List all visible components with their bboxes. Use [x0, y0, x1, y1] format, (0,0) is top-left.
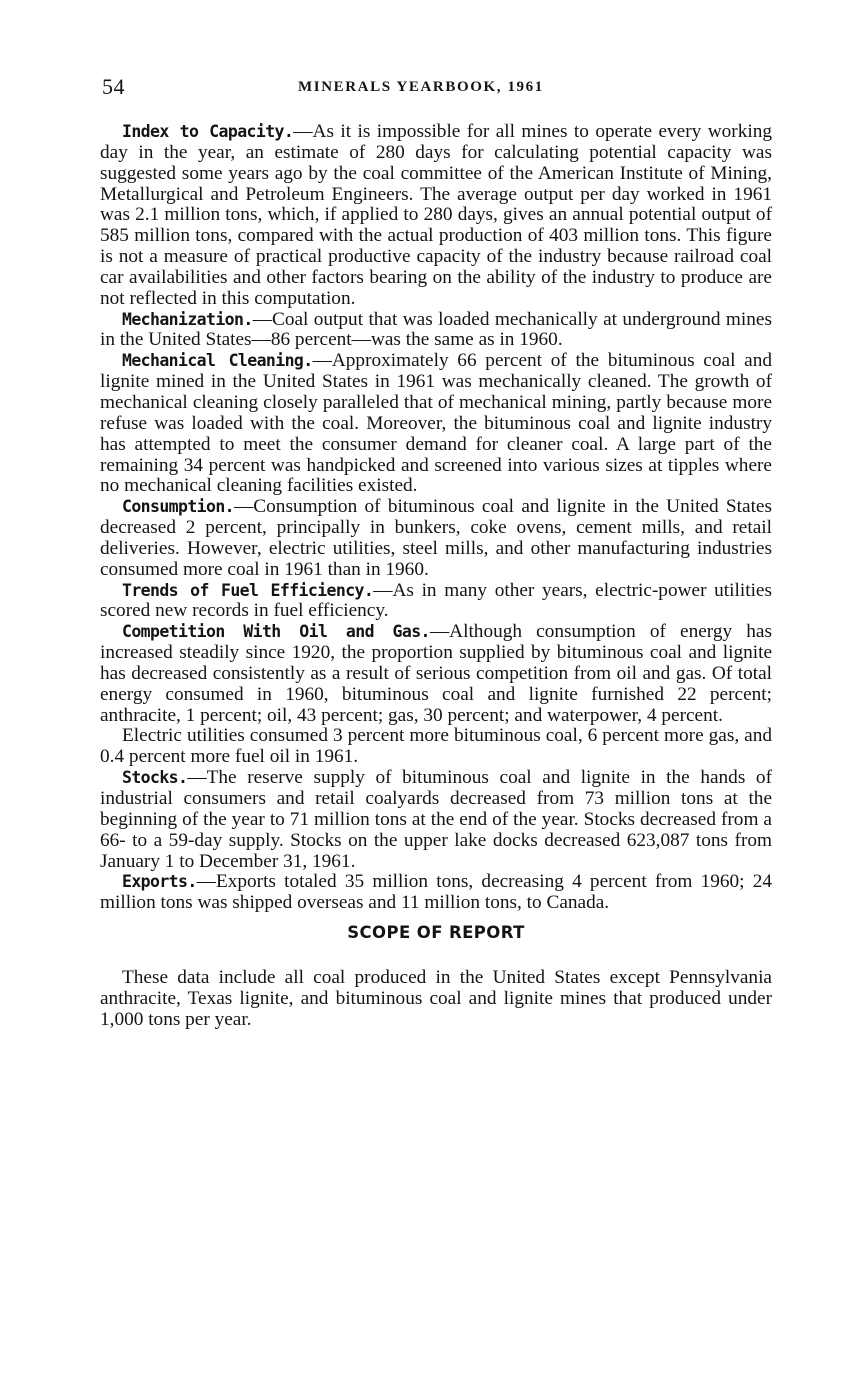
section-heading-scope: SCOPE OF REPORT — [347, 923, 525, 943]
paragraph-exports — [100, 872, 772, 914]
paragraph-electric-utilities — [100, 726, 772, 768]
paragraph-text: —Exports totaled 35 million tons, decreasing 4 percent from 1960; 24 million tons was shipped overseas and 11 million tons, to Canada. — [100, 871, 772, 914]
paragraph-heading: Competition With Oil and Gas. — [122, 622, 430, 642]
paragraph-mechanical-cleaning — [100, 351, 772, 497]
paragraph-text: —Consumption of bituminous coal and lignite in the United States decreased 2 percent, principally in bunkers, coke ovens, cement mills, and retail deliveries. However, electric utilities, steel mills, and other manufacturing industries consumed more coal in 1961 than in 1960. — [100, 496, 772, 580]
paragraph-mechanization — [100, 310, 772, 352]
paragraph-heading: Exports. — [122, 872, 197, 892]
running-header — [100, 74, 772, 108]
paragraph-heading: Index to Capacity. — [122, 122, 294, 141]
body-text — [100, 122, 772, 1030]
paragraph-stocks — [100, 768, 772, 872]
paragraph-heading: Mechanical Cleaning. — [122, 351, 313, 371]
paragraph-fuel-efficiency — [100, 581, 772, 623]
paragraph-text: —Approximately 66 percent of the bituminous coal and lignite mined in the United States in 1961 was mechanically cleaned. The growth of mechanical cleaning closely paralleled that of mechanical mining, partly because more refuse was loaded with the coal. Moreover, the bituminous coal and lignite industry has attempted to meet the consumer demand for cleaner coal. A large part of the remaining 34 percent was handpicked and screened into various sizes at tipples where no mechanical cleaning facilities existed. — [100, 350, 772, 497]
paragraph-consumption — [100, 497, 772, 580]
paragraph-heading: Consumption. — [122, 497, 235, 517]
paragraph-text: —As in many other years, electric-power utilities scored new records in fuel efficiency. — [100, 579, 772, 622]
paragraph-text: —Although consumption of energy has increased steadily since 1920, the proportion supplied by bituminous coal and lignite has decreased consistently as a result of serious competition from oil and gas. Of total energy consumed in 1960, bituminous coal and lignite furnished 22 percent; anthracite, 1 percent; oil, 43 percent; gas, 30 percent; and waterpower, 4 percent. — [100, 621, 772, 726]
paragraph-text: —As it is impossible for all mines to operate every working day in the year, an estimate of 280 days for calculating potential capacity was suggested some years ago by the coal committee of the American Institute of Mining, Metallurgical and Petroleum Engineers. The average output per day worked in 1961 was 2.1 million tons, which, if applied to 280 days, gives an annual potential output of 585 million tons, compared with the actual production of 403 million tons. This figure is not a measure of practical productive capacity of the industry because railroad coal car availabilities and other factors bearing on the ability of the industry to produce are not reflected in this computation. — [100, 121, 772, 309]
page-number: 54 — [102, 74, 125, 99]
paragraph-heading: Stocks. — [122, 768, 188, 788]
paragraph-scope: These data include all coal produced in the United States except Pennsylvania anthracite, Texas lignite, and bituminous coal and lignite mines that produced under 1,000 tons per year. — [100, 967, 772, 1031]
paragraph-text: Electric utilities consumed 3 percent more bituminous coal, 6 percent more gas, and 0.4 percent more fuel oil in 1961. — [100, 725, 772, 768]
paragraph-heading: Trends of Fuel Efficiency. — [122, 580, 374, 600]
document-page — [100, 74, 772, 1030]
paragraph-competition — [100, 622, 772, 726]
running-title: MINERALS YEARBOOK, 1961 — [298, 79, 544, 95]
paragraph-text: —The reserve supply of bituminous coal and lignite in the hands of industrial consumers and retail coalyards decreased from 73 million tons at the beginning of the year to 71 million tons at the end of the year. Stocks decreased from a 66- to a 59-day supply. Stocks on the upper lake docks decreased 623,087 tons from January 1 to December 31, 1961. — [100, 767, 772, 872]
paragraph-index-to-capacity — [100, 122, 772, 310]
paragraph-heading: Mechanization. — [122, 309, 253, 329]
paragraph-text: —Coal output that was loaded mechanically at underground mines in the United States—86 percent—was the same as in 1960. — [100, 308, 772, 351]
